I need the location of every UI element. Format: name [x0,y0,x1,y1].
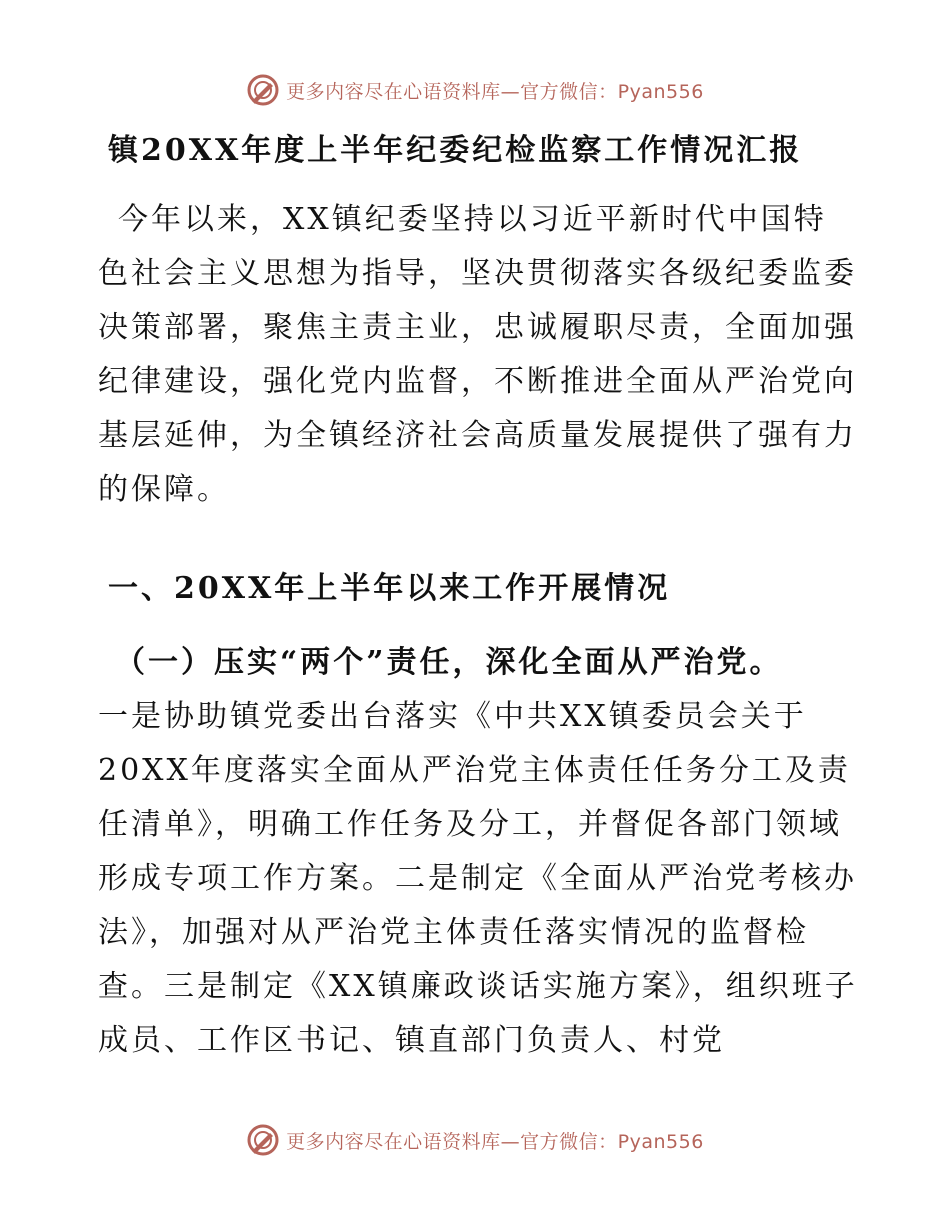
pen-circle-logo-icon [246,73,280,107]
watermark-text: 更多内容尽在心语资料库—官方微信：Pyan556 [286,1130,704,1153]
subsection-heading: （一）压实“两个”责任，深化全面从严治党。 [115,645,783,680]
pen-circle-logo-icon [246,1123,280,1157]
document-title: 镇20XX年度上半年纪委纪检监察工作情况汇报 [108,133,803,168]
section-heading: 一、20XX年上半年以来工作开展情况 [108,571,671,606]
subsection-body-paragraph: 一是协助镇党委出台落实《中共XX镇委员会关于20XX年度落实全面从严治党主体责任任务分工及责任清单》，明确工作任务及分工，并督促各部门领域形成专项工作方案。二是制定《全面从严治党考核办法》，加强对从严治党主体责任落实情况的监督检查。三是制定《XX镇廉政谈话实施方案》，组织班子成员、工作区书记、镇直部门负责人、村党 [98,699,858,1058]
watermark-banner-top [0,70,950,110]
watermark-text: 更多内容尽在心语资料库—官方微信：Pyan556 [286,80,704,103]
intro-paragraph: 今年以来，XX镇纪委坚持以习近平新时代中国特色社会主义思想为指导，坚决贯彻落实各级纪委监委决策部署，聚焦主责主业，忠诚履职尽责，全面加强纪律建设，强化党内监督，不断推进全面从严治党向基层延伸，为全镇经济社会高质量发展提供了强有力的保障。 [98,202,857,507]
watermark-banner-bottom [0,1120,950,1160]
